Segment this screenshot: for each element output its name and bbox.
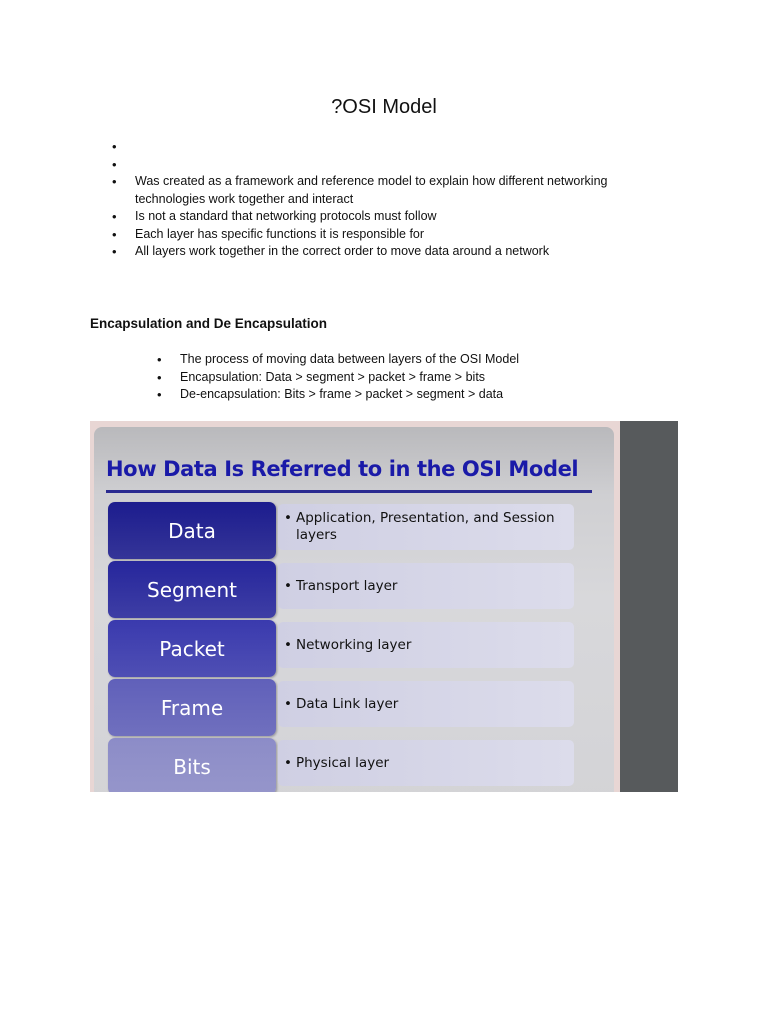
layer-description-text: Transport layer	[295, 577, 398, 594]
list-item: • Each layer has specific functions it is responsible for	[135, 226, 635, 244]
bullet-glyph: •	[284, 510, 292, 526]
list-item	[135, 138, 635, 156]
slide-title-rule	[106, 490, 592, 493]
layer-description	[278, 504, 574, 550]
osi-slide-image	[90, 421, 678, 792]
layer-description	[278, 681, 574, 727]
layer-row-data	[108, 502, 578, 559]
intro-bullet-list	[135, 138, 635, 261]
layer-name: Packet	[108, 620, 276, 677]
page-title: ?OSI Model	[331, 96, 437, 118]
list-item: • Was created as a framework and reference model to explain how different networking technologies work together and interact	[135, 173, 635, 208]
list-item: • De-encapsulation: Bits > frame > packet > segment > data	[180, 386, 640, 404]
encapsulation-bullet-list	[180, 351, 640, 404]
layer-description-text: Networking layer	[295, 636, 412, 653]
list-item: • Is not a standard that networking protocols must follow	[135, 208, 635, 226]
encapsulation-heading: Encapsulation and De Encapsulation	[90, 316, 328, 331]
layer-description	[278, 622, 574, 668]
layer-name: Bits	[108, 738, 276, 792]
list-item: • The process of moving data between layers of the OSI Model	[180, 351, 640, 369]
layer-row-segment	[108, 561, 578, 618]
slide-title: How Data Is Referred to in the OSI Model	[106, 457, 579, 481]
bullet-glyph: •	[284, 695, 292, 712]
layer-description-text: Physical layer	[295, 754, 390, 771]
layer-description	[278, 563, 574, 609]
bullet-glyph: •	[284, 636, 292, 653]
list-item	[135, 156, 635, 174]
bullet-glyph: •	[284, 577, 292, 594]
layer-name: Segment	[108, 561, 276, 618]
layer-name: Data	[108, 502, 276, 559]
layer-row-bits	[108, 738, 578, 792]
layer-row-packet	[108, 620, 578, 677]
list-item: • All layers work together in the correct order to move data around a network	[135, 243, 635, 261]
layer-name: Frame	[108, 679, 276, 736]
bullet-glyph: •	[284, 754, 292, 771]
layer-description-text: Application, Presentation, and Session layers	[295, 510, 555, 543]
layer-description	[278, 740, 574, 786]
layer-description-text: Data Link layer	[295, 695, 399, 712]
list-item: • Encapsulation: Data > segment > packet > frame > bits	[180, 369, 640, 387]
slide	[94, 427, 614, 792]
layer-row-frame	[108, 679, 578, 736]
